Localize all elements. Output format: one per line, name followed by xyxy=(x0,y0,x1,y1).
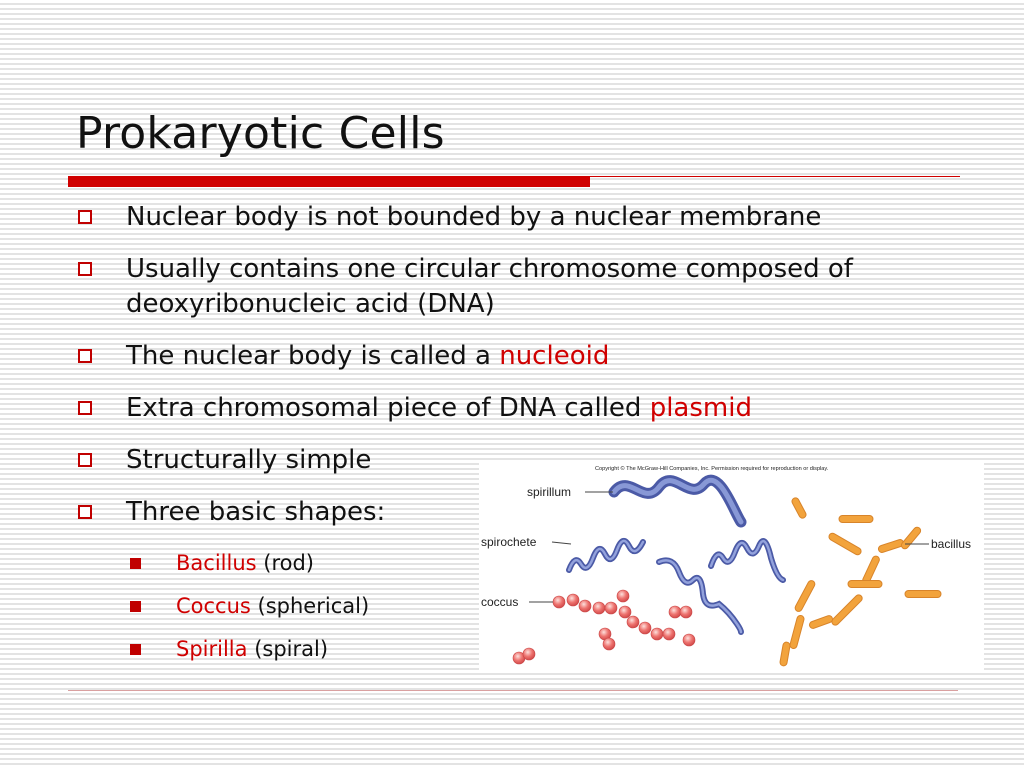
bacteria-shapes-illustration xyxy=(479,462,984,672)
shape-name: Bacillus xyxy=(176,551,257,575)
spirochete-cells-icon xyxy=(569,541,783,632)
bullet-text: The nuclear body is called a xyxy=(126,341,500,371)
bullet-text: Extra chromosomal piece of DNA called xyxy=(126,393,650,423)
shape-item xyxy=(128,634,528,664)
spirillum-cell-icon xyxy=(614,480,741,522)
label-spirochete: spirochete xyxy=(481,535,537,549)
slide-title: Prokaryotic Cells xyxy=(76,108,445,159)
shape-desc: (spiral) xyxy=(247,637,329,661)
hollow-square-bullet-icon xyxy=(78,453,92,467)
shape-list xyxy=(128,548,528,677)
shape-desc: (rod) xyxy=(256,551,314,575)
coccus-cells-icon xyxy=(513,590,695,664)
bullet-text: Usually contains one circular chromosome composed of deoxyribonucleic acid (DNA) xyxy=(126,254,853,319)
filled-square-bullet-icon xyxy=(130,558,141,569)
shape-name: Spirilla xyxy=(176,637,248,661)
filled-square-bullet-icon xyxy=(130,601,141,612)
shape-item xyxy=(128,548,528,578)
title-underline-thin xyxy=(590,176,960,177)
filled-square-bullet-icon xyxy=(130,644,141,655)
shape-name: Coccus xyxy=(176,594,251,618)
label-bacillus: bacillus xyxy=(931,537,972,551)
bullet-item xyxy=(76,200,976,235)
hollow-square-bullet-icon xyxy=(78,210,92,224)
term-plasmid: plasmid xyxy=(649,393,752,423)
bullet-text: Nuclear body is not bounded by a nuclear membrane xyxy=(126,202,822,232)
label-coccus: coccus xyxy=(481,595,519,609)
bacillus-cells-icon xyxy=(779,497,941,667)
figure-copyright: Copyright © The McGraw-Hill Companies, Inc. Permission required for reproduction or display. xyxy=(595,466,829,472)
bullet-text: Three basic shapes: xyxy=(126,497,386,527)
title-underline-thick xyxy=(68,176,590,187)
label-spirillum: spirillum xyxy=(527,485,572,499)
bullet-item xyxy=(76,339,976,374)
shape-desc: (spherical) xyxy=(250,594,370,618)
hollow-square-bullet-icon xyxy=(78,349,92,363)
hollow-square-bullet-icon xyxy=(78,262,92,276)
bullet-item xyxy=(76,252,976,322)
term-nucleoid: nucleoid xyxy=(499,341,610,371)
bullet-item xyxy=(76,391,976,426)
bullet-text: Structurally simple xyxy=(126,445,372,475)
shape-item xyxy=(128,591,528,621)
footer-rule xyxy=(68,690,958,691)
hollow-square-bullet-icon xyxy=(78,505,92,519)
hollow-square-bullet-icon xyxy=(78,401,92,415)
